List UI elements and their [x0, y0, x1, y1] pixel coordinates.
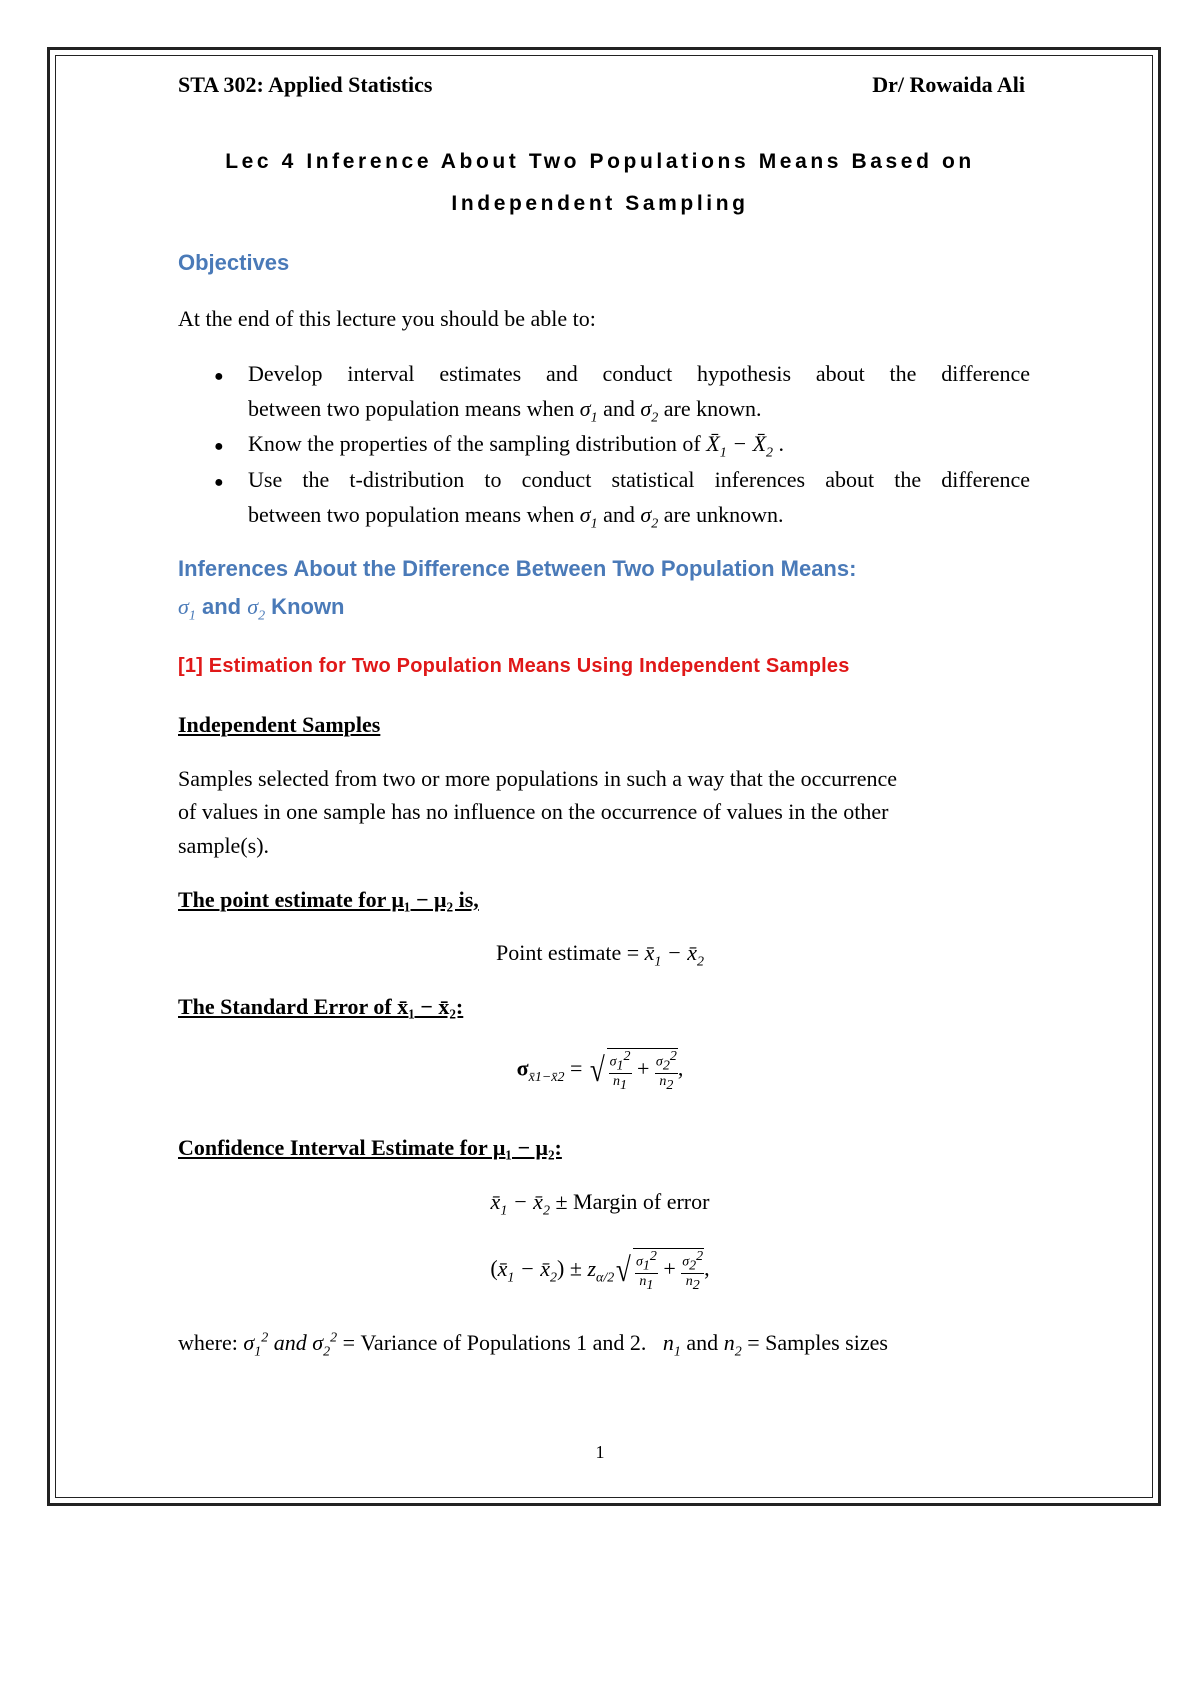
section-heading-line1: Inferences About the Difference Between Two Population Means: [178, 556, 857, 581]
bullet-icon: ● [214, 474, 224, 491]
estimation-heading: [1] Estimation for Two Population Means Using Independent Samples [178, 655, 850, 677]
confidence-interval-heading: Confidence Interval Estimate for μ₁ − μ₂: [178, 1135, 562, 1160]
independent-def-line2: of values in one sample has no influence on the occurrence of values in the other [178, 799, 889, 824]
objective-3-line1: Use the t-distribution to conduct statistical inferences about the difference [248, 467, 1030, 492]
objectives-intro: At the end of this lecture you should be able to: [178, 306, 596, 331]
objective-3-line2: between two population means when $\sigma_1$ and $\sigma_2$ are unknown. [248, 502, 784, 532]
point-estimate-formula: Point estimate = $x̄_1$ − $x̄_2$ [495, 940, 705, 970]
objectives-heading: Objectives [178, 250, 290, 275]
standard-error-heading: The Standard Error of x̄₁ − x̄₂: [178, 994, 464, 1019]
bullet-icon: ● [214, 438, 224, 455]
objective-1-line1: Develop interval estimates and conduct hypothesis about the difference [248, 361, 1030, 386]
lecture-title-line1: Lec 4 Inference About Two Populations Means Based on [225, 150, 975, 173]
section-heading-line2: $\sigma_1$ and $\sigma_2$ Known [178, 594, 345, 624]
independent-def-line3: sample(s). [178, 833, 270, 858]
bullet-icon: ● [214, 368, 224, 385]
confidence-interval-formula: ($x̄_1$ − $x̄_2) \pm z_{\alpha/2}√$ $\frac{\sigma_1^2}{n_1}$ + $\frac{\sigma_2^2}{n_2}$ , [490, 1249, 710, 1294]
objective-2: Know the properties of the sampling distribution of $X̄_1$ − $X̄_2$ . [248, 431, 785, 461]
margin-formula: $x̄_1$ − $x̄_2$ ± Margin of error [490, 1189, 710, 1219]
lecture-title-line2: Independent Sampling [451, 192, 749, 215]
author-name: Dr/ Rowaida Ali [872, 72, 1025, 97]
where-definitions: where: $\sigma_1^2$ and $\sigma_2^2$ = Variance of Populations 1 and 2. $n_1$ and $n_2$ = Samples sizes [178, 1330, 888, 1360]
independent-samples-heading: Independent Samples [178, 712, 381, 737]
page-number: 1 [595, 1442, 605, 1462]
course-title: STA 302: Applied Statistics [178, 72, 433, 97]
standard-error-formula: $\sigma_{x̄1-x̄2}$ = √ $\frac{\sigma_1^2}{n_1}$ + $\frac{\sigma_2^2}{n_2}$ , [516, 1049, 684, 1094]
objective-1-line2: between two population means when $\sigma_1$ and $\sigma_2$ are known. [248, 396, 762, 426]
independent-def-line1: Samples selected from two or more populations in such a way that the occurrence [178, 766, 898, 791]
point-estimate-heading: The point estimate for μ₁ − μ₂ is, [178, 887, 479, 912]
